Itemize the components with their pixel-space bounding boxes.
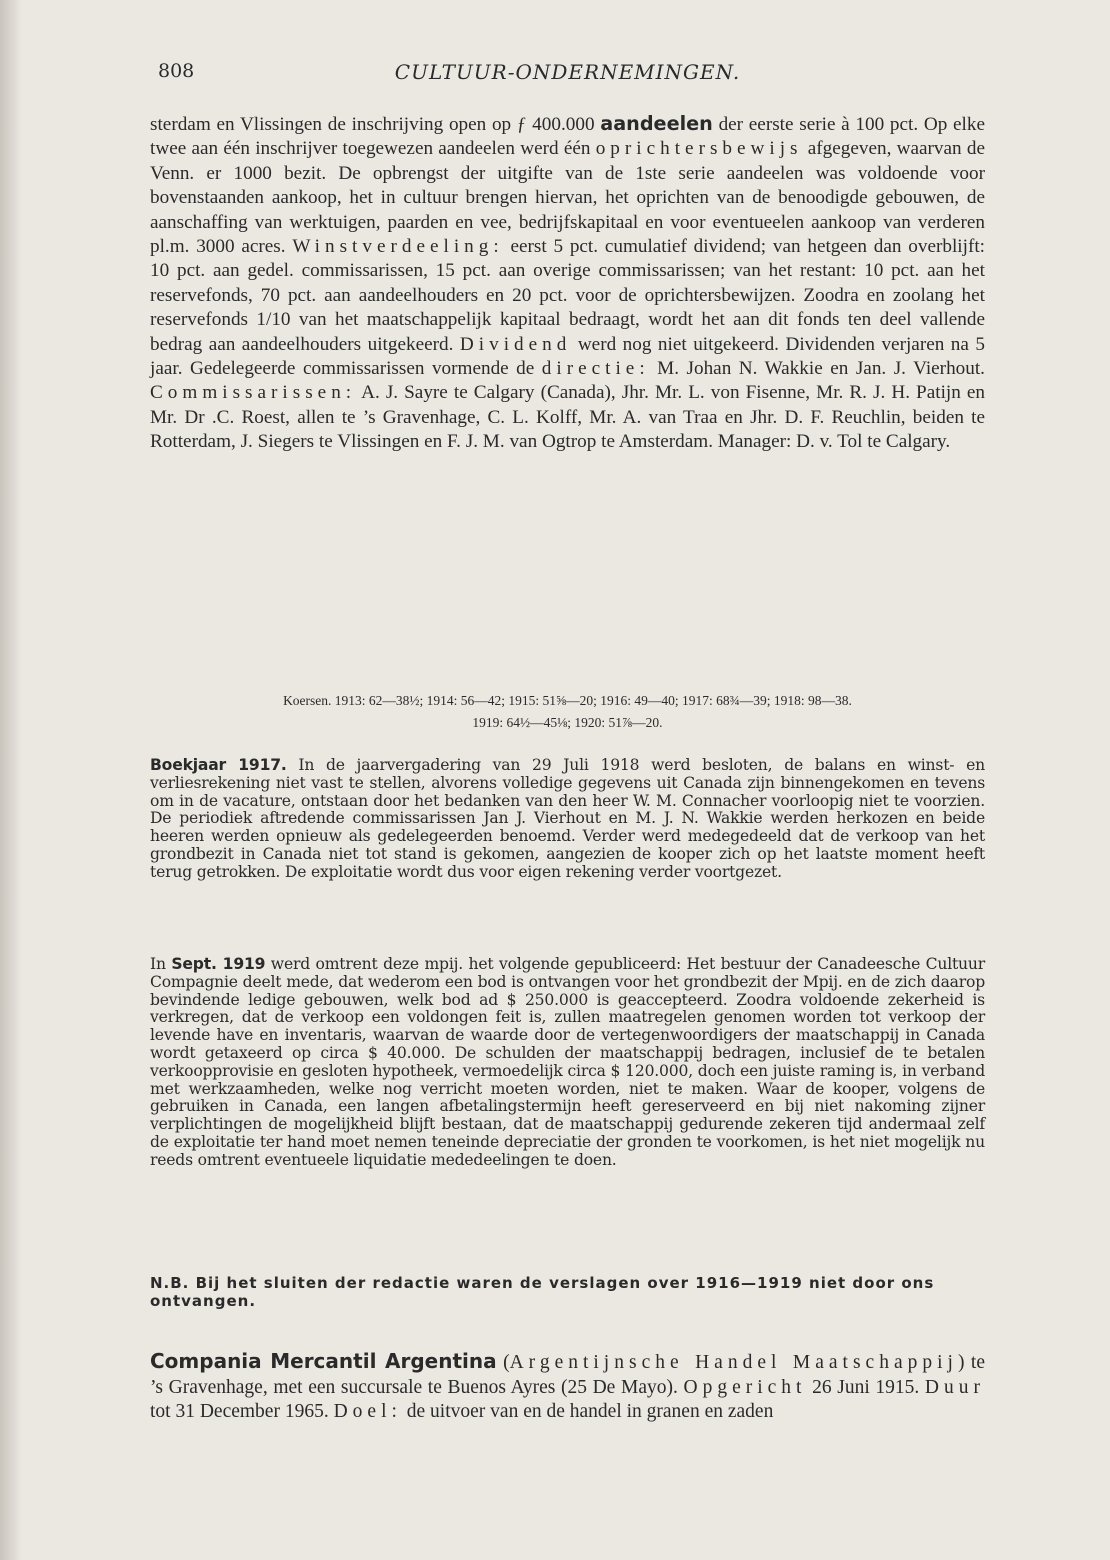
sept-paragraph <box>150 956 985 1170</box>
company-name: Compania Mercantil Argentina <box>150 1349 497 1373</box>
text-run: werd omtrent deze mpij. het volgende gepubliceerd: Het bestuur der Canadeesche Cultuur Compagnie deelt mede, dat wederom een bod is ontvangen voor het grondbezit der Mpij. en de zich daarop bevindende ledige gebouwen, welk bod ad $ 250.000 is geaccepteerd. Zoodra voldoende zekerheid is verkregen, dat de verkoop een voldongen feit is, zullen maatregelen genomen worden tot verkoop der levende have en inventaris, waarvan de waarde door de vertegenwoordigers der maatschappij in Canada wordt getaxeerd op circa $ 40.000. De schulden der maatschappij bedragen, inclusief de te betalen verkoopprovisie en gesloten hypotheek, vermoedelijk circa $ 120.000, doch een juiste raming is, in verband met werkzaamheden, welke nog verricht moeten worden, niet te maken. Waar de kooper, volgens de gebruiken in Canada, een langen afbetalingstermijn heeft gereserveerd en bij niet nakoming zijner verplichtingen de mogelijkheid blijft bestaan, dat de maatschappij gedurende zekeren tijd andermaal zelf de exploitatie ter hand moet nemen teneinde depreciatie der gronden te voorkomen, is het niet mogelijk nu reeds omtrent eventueele liquidatie mededeelingen te doen. <box>150 955 985 1169</box>
spaced-oprichtersbewijs: oprichtersbewijs <box>595 138 803 160</box>
spaced-opgericht: Opgericht <box>683 1376 807 1398</box>
book-spine-shadow <box>0 0 22 1560</box>
spaced-doel: Doel: <box>333 1401 402 1423</box>
boekjaar-paragraph <box>150 757 985 882</box>
text-run: ( <box>496 1352 510 1373</box>
spaced-winstverdeeling: Winstverdeeling: <box>292 236 504 258</box>
text-run: 26 Juni 1915. <box>806 1376 925 1398</box>
text-run: afgegeven, waarvan de Venn. er 1000 bezit. De opbrengst der uitgifte van de 1ste serie aandeelen was voldoende voor bovenstaanden aankoop, het in cultuur brengen hiervan, het oprichten van de benoodigde gebouwen, de aanschaffing van werktuigen, paarden en vee, bedrijfskapitaal en voor eventueelen aankoop van verderen pl.m. 3000 acres. <box>150 138 985 258</box>
spaced-commissarissen: Commissarissen: <box>150 382 357 404</box>
text-run: ) te ’s Gravenhage, met een succursale te Buenos Ayres (25 De Mayo). <box>150 1352 985 1398</box>
boekjaar-lead: Boekjaar 1917. <box>150 756 287 774</box>
emphasis-aandeelen: aandeelen <box>600 112 713 135</box>
running-title: CULTUUR-ONDERNEMINGEN. <box>394 60 741 84</box>
text-run: tot 31 December 1965. <box>150 1401 334 1423</box>
text-run: der eerste serie à 100 pct. Op elke twee aan één inschrijver toegewezen aandeelen werd één <box>150 114 985 160</box>
spaced-duur: Duur <box>924 1376 985 1398</box>
koersen-line: 1919: 64½—45⅛; 1920: 51⅞—20. <box>472 715 663 730</box>
text-run: A. J. Sayre te Calgary (Canada), Jhr. Mr. L. von Fisenne, Mr. R. J. H. Patijn en Mr. Dr .C. Roest, allen te ’s Gravenhage, C. L. Kolff, Mr. A. van Traa en Jhr. D. F. Reuchlin, beiden te Rotterdam, J. Siegers te Vlissingen en F. J. M. van Ogtrop te Amsterdam. Manager: D. v. Tol te Calgary. <box>150 382 985 453</box>
text-run: de uitvoer van en de handel in granen en zaden <box>401 1401 774 1423</box>
spaced-directie: directie: <box>541 358 650 380</box>
sept-lead: Sept. 1919 <box>171 955 266 973</box>
spaced-company-dutch-name: Argentijnsche Handel Maatschappij <box>509 1352 958 1373</box>
main-paragraph <box>150 112 985 455</box>
page-header <box>150 60 985 90</box>
koersen-block <box>150 690 985 734</box>
text-run: werd nog niet uitgekeerd. Dividenden verjaren na 5 jaar. Gedelegeerde commissarissen vormende de <box>150 333 985 380</box>
page-number: 808 <box>158 60 195 82</box>
spaced-dividend: Dividend <box>459 333 572 355</box>
text-run: M. Johan N. Wakkie en Jan. J. Vierhout. <box>649 358 985 380</box>
koersen-line: Koersen. 1913: 62—38½; 1914: 56—42; 1915: 51⅝—20; 1916: 49—40; 1917: 68¾—39; 1918: 98—38. <box>283 693 852 708</box>
company-entry <box>150 1349 985 1425</box>
text-run: eerst 5 pct. cumulatief dividend; van hetgeen dan overblijft: 10 pct. aan gedel. commissarissen, 15 pct. aan overige commissarissen; van het restant: 10 pct. aan het reservefonds, 70 pct. aan aandeelhouders en 20 pct. voor de oprichtersbewijzen. Zoodra en zoolang het reservefonds 1/10 van het maatschappelijk kapitaal bedraagt, wordt het aan dit fonds ten deel vallende bedrag aan aandeelhouders uitgekeerd. <box>150 236 985 355</box>
text-run: In de jaarvergadering van 29 Juli 1918 werd besloten, de balans en winst- en verliesrekening niet vast te stellen, alvorens volledige gegevens uit Canada zijn binnengekomen en tevens om in de vacature, ontstaan door het bedanken van den heer W. M. Connacher voorloopig niet te voorzien. De periodiek aftredende commissarissen Jan J. Vierhout en M. J. N. Wakkie werden herkozen en beide heeren werden opnieuw als gedelegeerden benoemd. Verder werd medegedeeld dat de verkoop van het grondbezit in Canada niet tot stand is gekomen, aangezien de kooper zich op het laatste moment heeft terug getrokken. De exploitatie wordt dus voor eigen rekening verder voortgezet. <box>150 756 985 881</box>
nb-note: N.B. Bij het sluiten der redactie waren de verslagen over 1916—1919 niet door ons ontvangen. <box>150 1274 935 1310</box>
text-run: sterdam en Vlissingen de inschrijving open op ƒ 400.000 <box>150 114 601 135</box>
text-run: In <box>150 955 172 973</box>
